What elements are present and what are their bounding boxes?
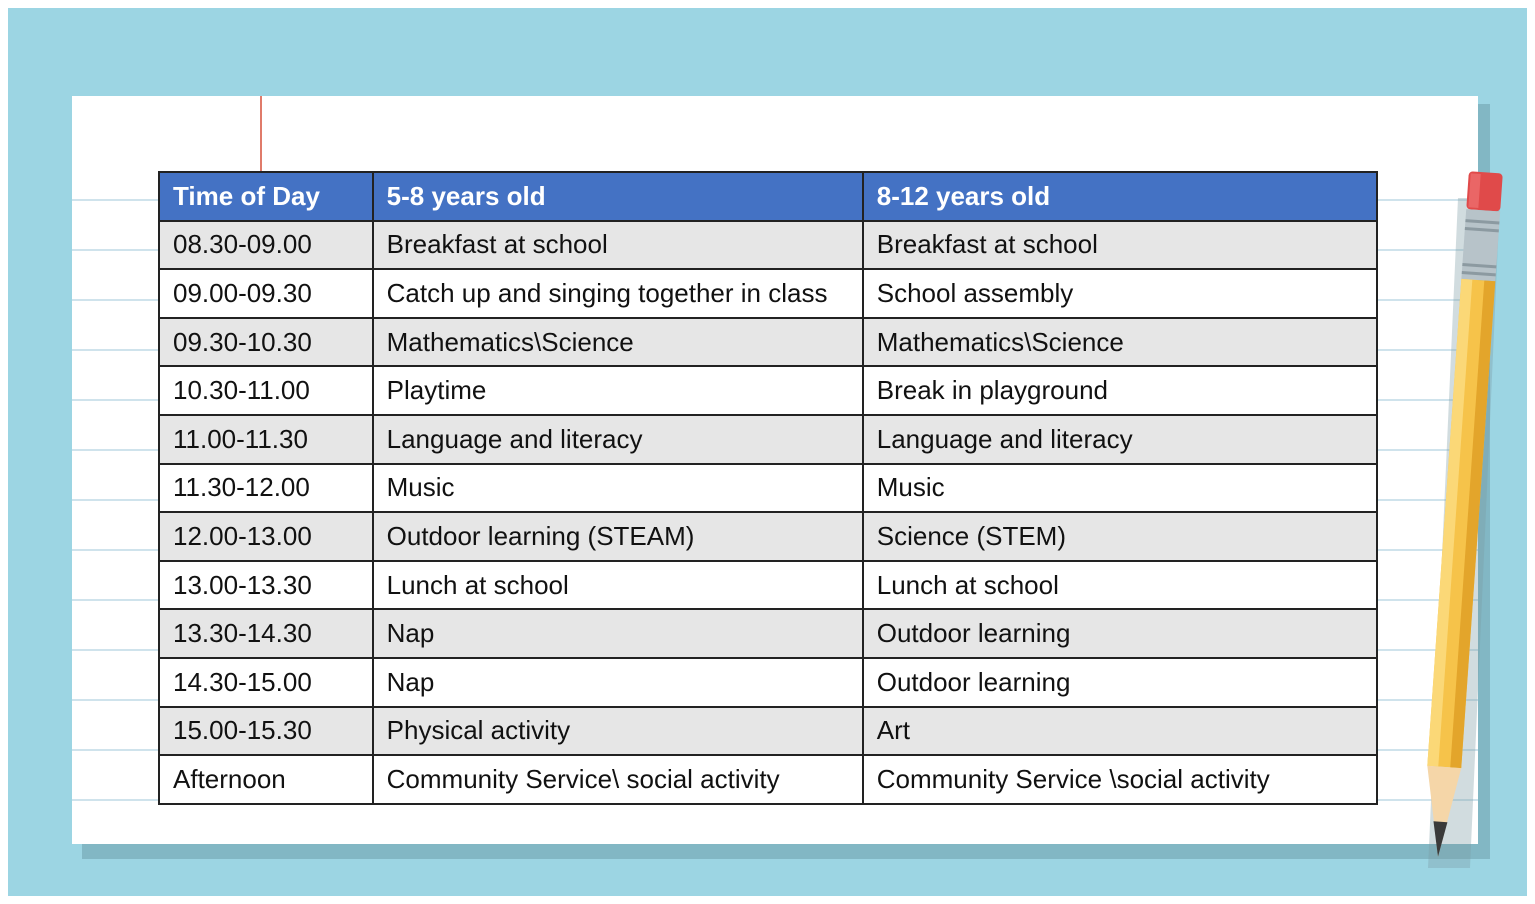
time-cell: 09.00-09.30	[159, 269, 373, 318]
activity-5-8-cell: Breakfast at school	[373, 221, 863, 270]
table-row	[159, 561, 1377, 610]
activity-8-12-cell: Outdoor learning	[863, 609, 1377, 658]
table-row	[159, 318, 1377, 367]
activity-5-8-cell: Nap	[373, 609, 863, 658]
activity-8-12-cell: Community Service \social activity	[863, 755, 1377, 804]
time-cell: 08.30-09.00	[159, 221, 373, 270]
table-row	[159, 755, 1377, 804]
margin-line	[260, 96, 262, 176]
table-row	[159, 609, 1377, 658]
table-row	[159, 512, 1377, 561]
activity-5-8-cell: Music	[373, 464, 863, 513]
time-cell: 14.30-15.00	[159, 658, 373, 707]
time-cell: 10.30-11.00	[159, 366, 373, 415]
activity-5-8-cell: Lunch at school	[373, 561, 863, 610]
activity-5-8-cell: Outdoor learning (STEAM)	[373, 512, 863, 561]
activity-5-8-cell: Nap	[373, 658, 863, 707]
activity-8-12-cell: Outdoor learning	[863, 658, 1377, 707]
pencil-icon	[1388, 168, 1518, 888]
activity-8-12-cell: Break in playground	[863, 366, 1377, 415]
time-cell: 13.30-14.30	[159, 609, 373, 658]
time-cell: Afternoon	[159, 755, 373, 804]
table-row	[159, 366, 1377, 415]
header-time-of-day: Time of Day	[159, 172, 373, 221]
table-row	[159, 707, 1377, 756]
background-frame	[8, 8, 1527, 896]
activity-8-12-cell: Lunch at school	[863, 561, 1377, 610]
activity-8-12-cell: Art	[863, 707, 1377, 756]
table-row	[159, 464, 1377, 513]
time-cell: 11.30-12.00	[159, 464, 373, 513]
table-row	[159, 221, 1377, 270]
activity-8-12-cell: Science (STEM)	[863, 512, 1377, 561]
time-cell: 12.00-13.00	[159, 512, 373, 561]
activity-5-8-cell: Catch up and singing together in class	[373, 269, 863, 318]
schedule-table	[158, 171, 1378, 805]
time-cell: 09.30-10.30	[159, 318, 373, 367]
header-8-12-years: 8-12 years old	[863, 172, 1377, 221]
activity-8-12-cell: Breakfast at school	[863, 221, 1377, 270]
time-cell: 11.00-11.30	[159, 415, 373, 464]
notebook-paper	[72, 96, 1478, 844]
header-5-8-years: 5-8 years old	[373, 172, 863, 221]
activity-8-12-cell: School assembly	[863, 269, 1377, 318]
activity-8-12-cell: Music	[863, 464, 1377, 513]
time-cell: 15.00-15.30	[159, 707, 373, 756]
activity-5-8-cell: Language and literacy	[373, 415, 863, 464]
activity-5-8-cell: Physical activity	[373, 707, 863, 756]
table-row	[159, 269, 1377, 318]
header-row	[159, 172, 1377, 221]
activity-8-12-cell: Language and literacy	[863, 415, 1377, 464]
activity-5-8-cell: Community Service\ social activity	[373, 755, 863, 804]
table-row	[159, 415, 1377, 464]
activity-8-12-cell: Mathematics\Science	[863, 318, 1377, 367]
activity-5-8-cell: Mathematics\Science	[373, 318, 863, 367]
activity-5-8-cell: Playtime	[373, 366, 863, 415]
table-row	[159, 658, 1377, 707]
time-cell: 13.00-13.30	[159, 561, 373, 610]
